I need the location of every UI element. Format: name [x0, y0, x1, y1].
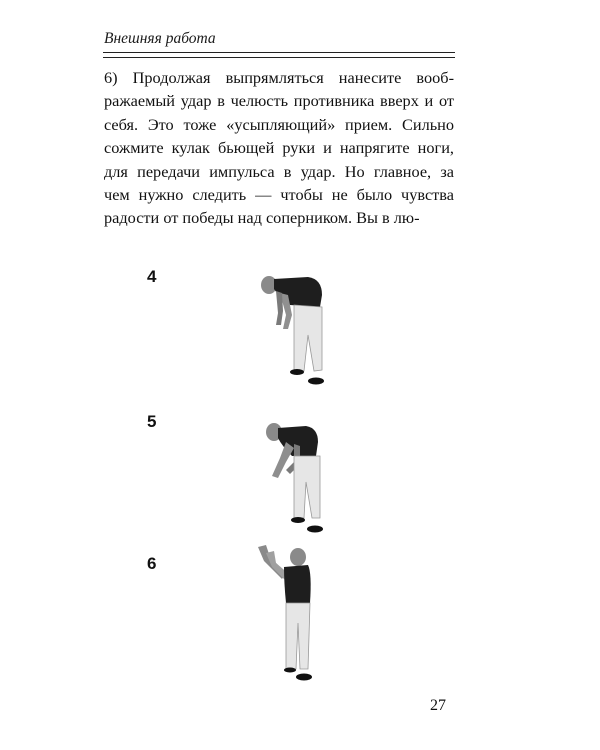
text-line: себя. Это тоже «усыпляющий» прием. Сильно — [104, 114, 454, 134]
figure-shoe — [307, 526, 323, 533]
figure-arm — [276, 291, 283, 325]
text-line: сожмите кулак бьющей руки и напрягите ноги, — [104, 138, 454, 158]
header-rule — [103, 52, 455, 58]
text-line: ражаемый удар в челюсть противника вверх и от — [104, 91, 454, 111]
text-line: чем нужно следить — чтобы не было чувства — [104, 185, 454, 205]
step-label-6: 6 — [147, 554, 157, 573]
figure-step-6 — [254, 543, 324, 683]
figure-shoe — [291, 517, 305, 523]
figure-trousers — [294, 305, 322, 371]
figure-shoe — [308, 378, 324, 385]
text-line: для передачи импульса в удар. Но главное, за — [104, 161, 454, 181]
running-header-title: Внешняя работа — [104, 30, 216, 47]
figure-trousers — [294, 456, 320, 518]
text-line: радости от победы над соперником. Вы в лю- — [104, 208, 420, 228]
figure-step-4 — [250, 265, 340, 390]
step-label-5: 5 — [147, 412, 157, 431]
figure-torso — [284, 565, 311, 603]
text-line: 6) Продолжая выпрямляться нанесите вооб- — [104, 68, 454, 87]
step-label-4: 4 — [147, 267, 157, 286]
figure-shoe — [296, 674, 312, 681]
figure-head — [290, 548, 306, 566]
page-number: 27 — [430, 697, 446, 714]
body-paragraph — [104, 66, 454, 230]
figure-step-5 — [258, 418, 338, 536]
figure-trousers — [286, 603, 310, 669]
figure-shoe — [284, 668, 296, 673]
figure-shoe — [290, 369, 304, 375]
